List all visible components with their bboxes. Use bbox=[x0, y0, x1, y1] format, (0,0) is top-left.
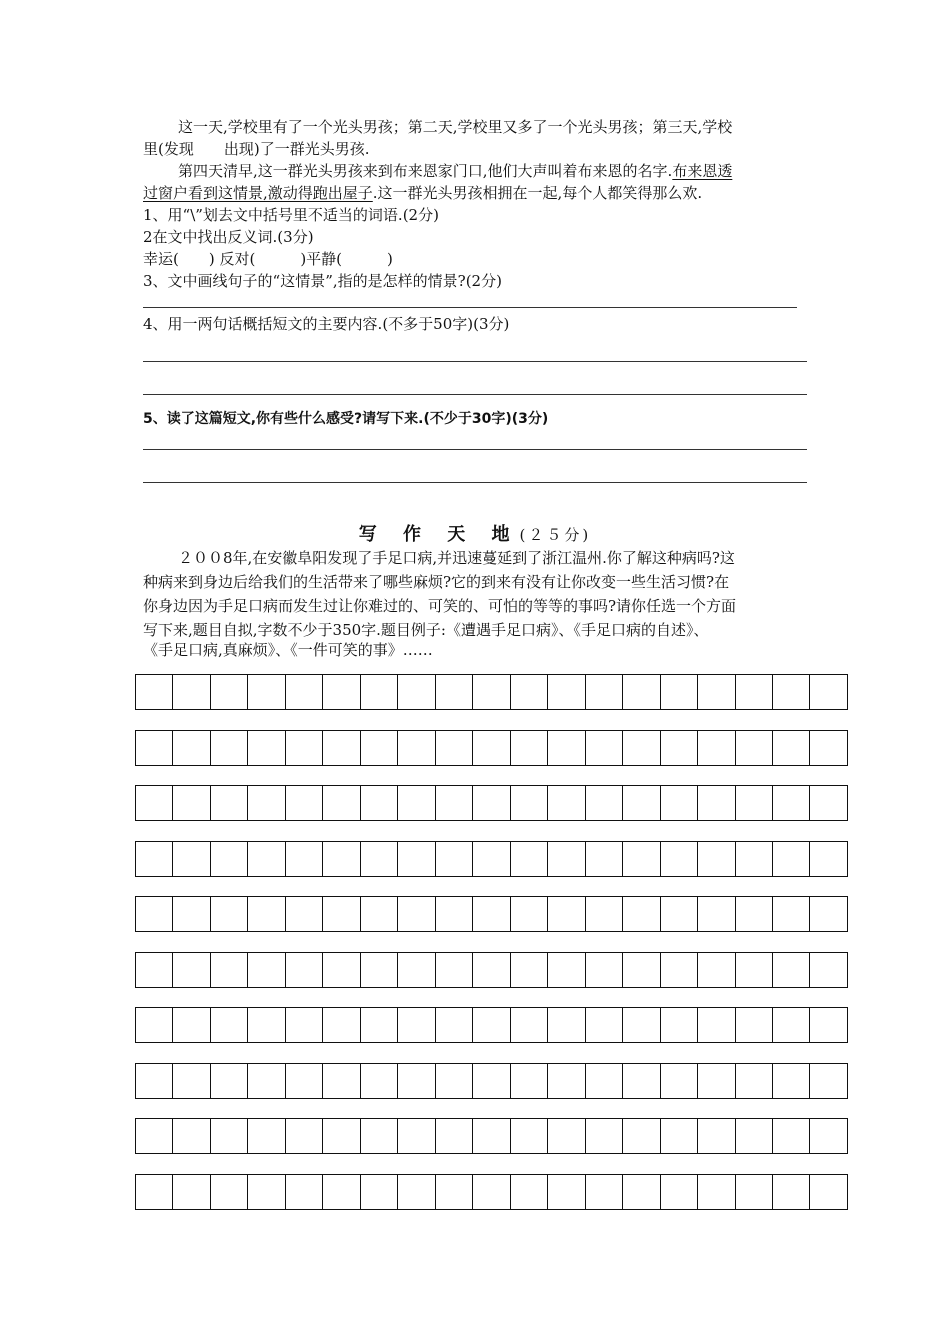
grid-cell[interactable] bbox=[286, 731, 323, 765]
grid-cell[interactable] bbox=[773, 842, 810, 876]
grid-cell[interactable] bbox=[586, 731, 623, 765]
grid-cell[interactable] bbox=[773, 786, 810, 820]
grid-cell[interactable] bbox=[323, 1008, 360, 1042]
grid-cell[interactable] bbox=[361, 897, 398, 931]
prompt-line: 种病来到身边后给我们的生活带来了哪些麻烦?它的到来有没有让你改变一些生活习惯?在 bbox=[143, 573, 730, 591]
grid-cell[interactable] bbox=[586, 842, 623, 876]
grid-cell[interactable] bbox=[323, 953, 360, 987]
grid-cell[interactable] bbox=[173, 897, 210, 931]
grid-cell[interactable] bbox=[623, 1008, 660, 1042]
grid-cell[interactable] bbox=[810, 897, 846, 931]
underlined-sentence: 过窗户看到这情景,激动得跑出屋子 bbox=[143, 184, 373, 202]
grid-cell[interactable] bbox=[323, 842, 360, 876]
grid-cell[interactable] bbox=[173, 786, 210, 820]
grid-cell[interactable] bbox=[661, 897, 698, 931]
grid-cell[interactable] bbox=[548, 786, 585, 820]
grid-cell[interactable] bbox=[361, 1008, 398, 1042]
grid-cell[interactable] bbox=[211, 731, 248, 765]
question-2: 2在文中找出反义词.(3分) bbox=[143, 228, 314, 246]
grid-cell[interactable] bbox=[286, 1175, 323, 1209]
grid-cell[interactable] bbox=[436, 953, 473, 987]
grid-cell[interactable] bbox=[810, 731, 846, 765]
grid-cell[interactable] bbox=[810, 953, 846, 987]
grid-cell[interactable] bbox=[136, 1008, 173, 1042]
grid-cell[interactable] bbox=[773, 1175, 810, 1209]
grid-cell[interactable] bbox=[548, 842, 585, 876]
grid-cell[interactable] bbox=[248, 842, 285, 876]
grid-cell[interactable] bbox=[286, 675, 323, 709]
grid-row[interactable] bbox=[135, 730, 848, 766]
grid-cell[interactable] bbox=[248, 1064, 285, 1098]
grid-cell[interactable] bbox=[211, 897, 248, 931]
passage-text: .这一群光头男孩相拥在一起,每个人都笑得那么欢. bbox=[372, 184, 703, 202]
answer-line[interactable] bbox=[143, 449, 807, 450]
grid-cell[interactable] bbox=[211, 842, 248, 876]
grid-cell[interactable] bbox=[586, 786, 623, 820]
grid-cell[interactable] bbox=[211, 1175, 248, 1209]
grid-cell[interactable] bbox=[511, 731, 548, 765]
grid-cell[interactable] bbox=[136, 1175, 173, 1209]
writing-section-title bbox=[0, 520, 950, 546]
grid-cell[interactable] bbox=[136, 1064, 173, 1098]
grid-cell[interactable] bbox=[586, 897, 623, 931]
grid-cell[interactable] bbox=[173, 675, 210, 709]
grid-cell[interactable] bbox=[286, 1119, 323, 1153]
grid-cell[interactable] bbox=[436, 731, 473, 765]
grid-cell[interactable] bbox=[173, 1175, 210, 1209]
grid-row[interactable] bbox=[135, 1118, 848, 1154]
grid-cell[interactable] bbox=[173, 953, 210, 987]
grid-cell[interactable] bbox=[661, 675, 698, 709]
grid-cell[interactable] bbox=[810, 786, 846, 820]
grid-cell[interactable] bbox=[548, 1008, 585, 1042]
question-2-blanks[interactable]: 幸运( ) 反对( )平静( ) bbox=[143, 250, 393, 268]
grid-cell[interactable] bbox=[773, 1119, 810, 1153]
grid-cell[interactable] bbox=[473, 842, 510, 876]
grid-row[interactable] bbox=[135, 785, 848, 821]
grid-cell[interactable] bbox=[586, 675, 623, 709]
grid-cell[interactable] bbox=[623, 842, 660, 876]
grid-cell[interactable] bbox=[698, 675, 735, 709]
answer-line[interactable] bbox=[143, 307, 797, 308]
grid-cell[interactable] bbox=[323, 1175, 360, 1209]
grid-cell[interactable] bbox=[623, 1119, 660, 1153]
grid-cell[interactable] bbox=[736, 842, 773, 876]
grid-cell[interactable] bbox=[211, 953, 248, 987]
grid-cell[interactable] bbox=[473, 675, 510, 709]
answer-line[interactable] bbox=[143, 361, 807, 362]
grid-cell[interactable] bbox=[361, 786, 398, 820]
grid-cell[interactable] bbox=[286, 953, 323, 987]
grid-cell[interactable] bbox=[586, 1008, 623, 1042]
grid-cell[interactable] bbox=[736, 1175, 773, 1209]
grid-cell[interactable] bbox=[248, 731, 285, 765]
prompt-line: 写下来,题目自拟,字数不少于350字.题目例子:《遭遇手足口病》、《手足口病的自述》、 bbox=[143, 621, 709, 639]
grid-cell[interactable] bbox=[398, 786, 435, 820]
grid-cell[interactable] bbox=[136, 897, 173, 931]
grid-cell[interactable] bbox=[361, 953, 398, 987]
grid-cell[interactable] bbox=[398, 1119, 435, 1153]
grid-cell[interactable] bbox=[361, 731, 398, 765]
grid-cell[interactable] bbox=[323, 786, 360, 820]
grid-cell[interactable] bbox=[810, 1119, 846, 1153]
grid-cell[interactable] bbox=[623, 1175, 660, 1209]
grid-cell[interactable] bbox=[136, 786, 173, 820]
grid-cell[interactable] bbox=[511, 786, 548, 820]
passage-line bbox=[178, 161, 848, 181]
grid-cell[interactable] bbox=[548, 1175, 585, 1209]
grid-cell[interactable] bbox=[211, 1119, 248, 1153]
grid-cell[interactable] bbox=[473, 786, 510, 820]
grid-cell[interactable] bbox=[436, 1175, 473, 1209]
grid-cell[interactable] bbox=[436, 675, 473, 709]
grid-cell[interactable] bbox=[248, 786, 285, 820]
grid-cell[interactable] bbox=[473, 731, 510, 765]
grid-cell[interactable] bbox=[548, 1119, 585, 1153]
grid-cell[interactable] bbox=[736, 731, 773, 765]
grid-row[interactable] bbox=[135, 674, 848, 710]
grid-cell[interactable] bbox=[511, 1119, 548, 1153]
grid-cell[interactable] bbox=[661, 842, 698, 876]
grid-cell[interactable] bbox=[548, 731, 585, 765]
grid-cell[interactable] bbox=[473, 1064, 510, 1098]
grid-cell[interactable] bbox=[511, 1175, 548, 1209]
question-1: 1、用“\”划去文中括号里不适当的词语.(2分) bbox=[143, 206, 439, 224]
grid-cell[interactable] bbox=[286, 1064, 323, 1098]
grid-cell[interactable] bbox=[661, 953, 698, 987]
grid-cell[interactable] bbox=[436, 1064, 473, 1098]
grid-cell[interactable] bbox=[248, 953, 285, 987]
prompt-line: ２００8年,在安徽阜阳发现了手足口病,并迅速蔓延到了浙江温州.你了解这种病吗?这 bbox=[178, 549, 735, 567]
grid-cell[interactable] bbox=[623, 675, 660, 709]
grid-cell[interactable] bbox=[361, 675, 398, 709]
grid-cell[interactable] bbox=[398, 842, 435, 876]
grid-cell[interactable] bbox=[211, 1008, 248, 1042]
grid-cell[interactable] bbox=[773, 731, 810, 765]
grid-cell[interactable] bbox=[548, 675, 585, 709]
grid-cell[interactable] bbox=[736, 1119, 773, 1153]
grid-cell[interactable] bbox=[661, 1064, 698, 1098]
grid-cell[interactable] bbox=[810, 1064, 846, 1098]
grid-cell[interactable] bbox=[248, 1119, 285, 1153]
grid-cell[interactable] bbox=[661, 1008, 698, 1042]
grid-cell[interactable] bbox=[398, 1064, 435, 1098]
prompt-line: 你身边因为手足口病而发生过让你难过的、可笑的、可怕的等等的事吗?请你任选一个方面 bbox=[143, 597, 737, 615]
grid-cell[interactable] bbox=[323, 897, 360, 931]
grid-cell[interactable] bbox=[661, 1175, 698, 1209]
grid-cell[interactable] bbox=[361, 1175, 398, 1209]
grid-cell[interactable] bbox=[211, 786, 248, 820]
grid-cell[interactable] bbox=[473, 1008, 510, 1042]
grid-cell[interactable] bbox=[810, 1008, 846, 1042]
grid-cell[interactable] bbox=[511, 675, 548, 709]
grid-cell[interactable] bbox=[173, 842, 210, 876]
grid-cell[interactable] bbox=[511, 1064, 548, 1098]
grid-cell[interactable] bbox=[511, 842, 548, 876]
grid-cell[interactable] bbox=[136, 675, 173, 709]
grid-cell[interactable] bbox=[773, 897, 810, 931]
grid-cell[interactable] bbox=[736, 1064, 773, 1098]
grid-cell[interactable] bbox=[286, 1008, 323, 1042]
grid-cell[interactable] bbox=[323, 1119, 360, 1153]
grid-cell[interactable] bbox=[586, 1119, 623, 1153]
grid-cell[interactable] bbox=[248, 897, 285, 931]
grid-cell[interactable] bbox=[736, 675, 773, 709]
grid-cell[interactable] bbox=[623, 897, 660, 931]
grid-cell[interactable] bbox=[173, 1064, 210, 1098]
grid-cell[interactable] bbox=[698, 731, 735, 765]
grid-cell[interactable] bbox=[286, 786, 323, 820]
grid-cell[interactable] bbox=[586, 953, 623, 987]
question-4: 4、用一两句话概括短文的主要内容.(不多于50字)(3分) bbox=[143, 315, 510, 333]
grid-cell[interactable] bbox=[810, 675, 846, 709]
grid-cell[interactable] bbox=[398, 897, 435, 931]
section-score: (２５分) bbox=[519, 526, 592, 544]
grid-cell[interactable] bbox=[436, 1008, 473, 1042]
grid-cell[interactable] bbox=[436, 786, 473, 820]
grid-cell[interactable] bbox=[810, 842, 846, 876]
grid-cell[interactable] bbox=[248, 1175, 285, 1209]
grid-cell[interactable] bbox=[810, 1175, 846, 1209]
grid-cell[interactable] bbox=[773, 675, 810, 709]
grid-cell[interactable] bbox=[773, 1008, 810, 1042]
grid-cell[interactable] bbox=[698, 1064, 735, 1098]
grid-cell[interactable] bbox=[736, 1008, 773, 1042]
grid-cell[interactable] bbox=[698, 897, 735, 931]
grid-cell[interactable] bbox=[136, 842, 173, 876]
question-5: 5、读了这篇短文,你有些什么感受?请写下来.(不少于30字)(3分) bbox=[143, 411, 549, 427]
grid-cell[interactable] bbox=[323, 675, 360, 709]
passage-line: 这一天,学校里有了一个光头男孩；第二天,学校里又多了一个光头男孩；第三天,学校 bbox=[178, 118, 733, 136]
grid-row[interactable] bbox=[135, 1174, 848, 1210]
grid-cell[interactable] bbox=[511, 1008, 548, 1042]
grid-cell[interactable] bbox=[211, 675, 248, 709]
grid-cell[interactable] bbox=[698, 842, 735, 876]
answer-line[interactable] bbox=[143, 394, 807, 395]
grid-cell[interactable] bbox=[548, 1064, 585, 1098]
grid-cell[interactable] bbox=[511, 897, 548, 931]
grid-cell[interactable] bbox=[736, 953, 773, 987]
grid-cell[interactable] bbox=[398, 1008, 435, 1042]
grid-cell[interactable] bbox=[736, 786, 773, 820]
passage-text: 第四天清早,这一群光头男孩来到布来恩家门口,他们大声叫着布来恩的名字. bbox=[178, 162, 673, 180]
grid-cell[interactable] bbox=[623, 786, 660, 820]
grid-row[interactable] bbox=[135, 841, 848, 877]
grid-cell[interactable] bbox=[773, 953, 810, 987]
grid-cell[interactable] bbox=[136, 953, 173, 987]
prompt-line: 《手足口病,真麻烦》、《一件可笑的事》…… bbox=[143, 641, 433, 659]
grid-cell[interactable] bbox=[398, 953, 435, 987]
grid-cell[interactable] bbox=[286, 897, 323, 931]
grid-cell[interactable] bbox=[473, 1175, 510, 1209]
grid-cell[interactable] bbox=[436, 842, 473, 876]
grid-cell[interactable] bbox=[323, 731, 360, 765]
underlined-sentence: 布来恩透 bbox=[672, 162, 733, 180]
grid-cell[interactable] bbox=[698, 1008, 735, 1042]
grid-cell[interactable] bbox=[473, 1119, 510, 1153]
grid-cell[interactable] bbox=[736, 897, 773, 931]
grid-cell[interactable] bbox=[361, 842, 398, 876]
grid-row[interactable] bbox=[135, 952, 848, 988]
grid-cell[interactable] bbox=[173, 731, 210, 765]
grid-cell[interactable] bbox=[511, 953, 548, 987]
grid-cell[interactable] bbox=[398, 1175, 435, 1209]
grid-cell[interactable] bbox=[136, 731, 173, 765]
grid-cell[interactable] bbox=[173, 1119, 210, 1153]
grid-cell[interactable] bbox=[361, 1064, 398, 1098]
grid-cell[interactable] bbox=[698, 786, 735, 820]
grid-cell[interactable] bbox=[248, 675, 285, 709]
grid-cell[interactable] bbox=[661, 731, 698, 765]
grid-cell[interactable] bbox=[698, 1119, 735, 1153]
passage-line bbox=[143, 183, 813, 203]
grid-cell[interactable] bbox=[436, 897, 473, 931]
grid-cell[interactable] bbox=[698, 1175, 735, 1209]
grid-row[interactable] bbox=[135, 1063, 848, 1099]
grid-cell[interactable] bbox=[136, 1119, 173, 1153]
answer-line[interactable] bbox=[143, 482, 807, 483]
grid-cell[interactable] bbox=[661, 786, 698, 820]
grid-cell[interactable] bbox=[698, 953, 735, 987]
grid-cell[interactable] bbox=[286, 842, 323, 876]
grid-cell[interactable] bbox=[586, 1064, 623, 1098]
grid-cell[interactable] bbox=[361, 1119, 398, 1153]
grid-cell[interactable] bbox=[773, 1064, 810, 1098]
question-3: 3、文中画线句子的“这情景”,指的是怎样的情景?(2分) bbox=[143, 272, 502, 290]
grid-cell[interactable] bbox=[623, 1064, 660, 1098]
grid-cell[interactable] bbox=[548, 897, 585, 931]
grid-cell[interactable] bbox=[323, 1064, 360, 1098]
grid-cell[interactable] bbox=[623, 731, 660, 765]
grid-cell[interactable] bbox=[623, 953, 660, 987]
grid-cell[interactable] bbox=[661, 1119, 698, 1153]
grid-row[interactable] bbox=[135, 896, 848, 932]
grid-cell[interactable] bbox=[473, 953, 510, 987]
grid-cell[interactable] bbox=[211, 1064, 248, 1098]
grid-cell[interactable] bbox=[398, 731, 435, 765]
grid-row[interactable] bbox=[135, 1007, 848, 1043]
grid-cell[interactable] bbox=[586, 1175, 623, 1209]
passage-line: 里(发现 出现)了一群光头男孩. bbox=[143, 140, 370, 158]
section-heading: 写 作 天 地 bbox=[358, 524, 520, 545]
grid-cell[interactable] bbox=[398, 675, 435, 709]
grid-cell[interactable] bbox=[436, 1119, 473, 1153]
grid-cell[interactable] bbox=[473, 897, 510, 931]
grid-cell[interactable] bbox=[548, 953, 585, 987]
grid-cell[interactable] bbox=[173, 1008, 210, 1042]
grid-cell[interactable] bbox=[248, 1008, 285, 1042]
